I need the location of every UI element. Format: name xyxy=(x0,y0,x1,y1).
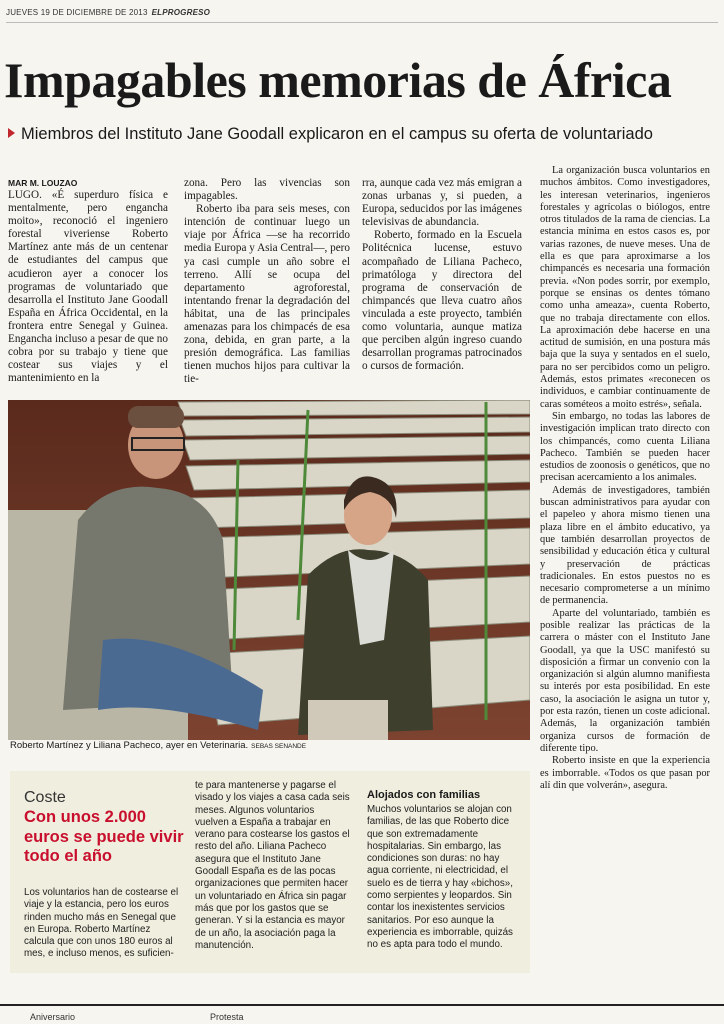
subheadline xyxy=(8,124,718,144)
paragraph: LUGO. «É superduro física e mentalmente, pero engancha moito», reconoció el ingeniero forestal viveriense Roberto Martínez ante más de un centenar de estudiantes del campus que acudieron ayer a conocer los programas de voluntariado que desarrolla el Instituto Jane Goodall España en África Occidental, en la frontera entre Senegal y Guinea. Engancha incluso a pesar de que no cobra por su trabajo y tiene que costear sus viajes y el mantenimiento en la xyxy=(8,189,168,385)
article-photo xyxy=(8,400,530,740)
footer-strip xyxy=(0,1012,724,1024)
paragraph: Roberto insiste en que la experiencia es imborrable. «Todos os que pasan por alí din que volverán», asegura. xyxy=(540,755,710,791)
paragraph: La organización busca voluntarios en muchos ámbitos. Como investigadores, les interesan veterinarios, ingenieros forestales y agrícolas o biólogos, entre otros titulados de la rama de ciencias. La estancia mínima en estos casos es, por varias razones, de nueve meses. Una de ella es que para aproximarse a los chimpancés es necesaria una formación previa. «Non podes sorrir, por exemplo, porque se ensinas os dentes tómano como unha ameaza», cuenta Roberto, que no trabaja directamente con ellos. La aproximación debe hacerse en una actitud de sumisión, en una postura más baja que la suya y sentados en el suelo, para no ser percibidos como un peligro. Además, estos primates «reconecen os individuos, e cambiar continuamente de caras sométeos a moito estrés», señala. xyxy=(540,165,710,410)
publication-name: ELPROGRESO xyxy=(151,8,211,17)
subheadline-text: Miembros del Instituto Jane Goodall explicaron en el campus su oferta de voluntariado xyxy=(21,125,653,143)
footer-rule xyxy=(0,1004,724,1006)
caption-text: Roberto Martínez y Liliana Pacheco, ayer en Veterinaria. xyxy=(10,740,249,751)
date-text: JUEVES 19 DE DICIEMBRE DE 2013 xyxy=(6,8,148,17)
paragraph: Roberto iba para seis meses, con intención de continuar luego un viaje por África —se ha recorrido media Europa y Asia Central—, pero ya casi cumple un año sobre el terreno. Allí se ocupa del departamento agroforestal, intentando frenar la degradación del hábitat, una de las principales amenazas para los chimpacés de esa zona, debida, en gran parte, a la presión demográfica. Las familias tienen muchos hijos para cultivar la tie- xyxy=(184,203,350,386)
article-column-2 xyxy=(184,177,350,387)
sidebar-alojados-text xyxy=(367,804,517,952)
article-column-4 xyxy=(540,165,710,792)
lecture-hall-photo xyxy=(8,400,530,740)
paragraph: zona. Pero las vivencias son impagables. xyxy=(184,177,350,203)
paragraph: Aparte del voluntariado, también es posible realizar las prácticas de la carrera o máster con el Instituto Jane Goodall, ya que la USC manifestó su disposición a firmar un convenio con la organización si algún alumno manifiesta su interés por esta posibilidad. En este caso, la asociación le asigna un tutor y, por esta razón, tienen un coste adicional. Además, la organización también organiza cursos de formación de diferente tipo. xyxy=(540,607,710,754)
paragraph: te para mantenerse y pagarse el visado y los viajes a casa cada seis meses. Algunos voluntarios vuelven a España a trabajar en verano para costearse los gastos el resto del año. Liliana Pacheco asegura que el Instituto Jane Goodall España es de las pocas organizaciones que permiten hacer un voluntariado en África sin pagar más que por los gastos que se generan. Y si la estancia es mayor de un año, la asociación paga la manutención. xyxy=(195,780,350,951)
sidebar-headline-alojados: Alojados con familias xyxy=(367,789,481,801)
article-column-3 xyxy=(362,177,522,373)
photo-caption xyxy=(10,740,530,753)
photo-credit: SEBAS SENANDE xyxy=(251,743,307,750)
sidebar-coste-text-2 xyxy=(195,780,350,952)
footer-item-middle: Protesta xyxy=(210,1012,244,1022)
paragraph: Sin embargo, no todas las labores de investigación implican trato directo con los chimpancés, como cuenta Liliana Pacheco. También se pueden hacer estudios de zoonosis o genéticos, que no precisan acercamiento a los animales. xyxy=(540,410,710,484)
headline: Impagables memorias de África xyxy=(4,52,672,108)
sidebar-headline: Con unos 2.000 euros se puede vivir todo el año xyxy=(24,808,184,865)
paragraph: Además de investigadores, también buscan administrativos para ayudar con el papeleo y ahora mismo tienen una plaza libre en el ámbito educativo, ya que también desarrollan proyectos de sensibilidad y educación ética y cultural y preservación de prácticas tradicionales. En estos puestos no es necesario comprometerse a un mínimo de permanencia. xyxy=(540,484,710,607)
paragraph: Roberto, formado en la Escuela Politécnica lucense, estuvo acompañado de Liliana Pacheco, primatóloga y directora del programa de conservación de chimpancés que lleva cuatro años vinculada a este proyecto, también como voluntaria, aunque matiza que perciben algún ingreso cuando desarrollan programas patrocinados o cursos de formación. xyxy=(362,229,522,373)
triangle-bullet-icon xyxy=(8,128,15,138)
dateline xyxy=(6,8,718,20)
sidebar-coste-text-1 xyxy=(24,887,180,961)
byline: MAR M. LOUZAO xyxy=(8,178,78,188)
footer-item-left: Aniversario xyxy=(30,1012,76,1022)
paragraph: Los voluntarios han de costearse el viaje y la estancia, pero los euros rinden mucho más en Senegal que en Europa. Roberto Martínez calcula que con unos 180 euros al mes, e incluso menos, es suficien- xyxy=(24,887,179,960)
paragraph: Muchos voluntarios se alojan con familias, de las que Roberto dice que son extremadamente hospitalarias. Sin embargo, las condiciones son duras: no hay agua corriente, ni electricidad, el suelo es de tierra y hay «bichos», como serpientes y leopardos. Sin contar los inexistentes servicios sanitarios. Por eso aunque la experiencia es imborrable, quizás no es apta para todo el mundo. xyxy=(367,804,513,951)
article-column-1 xyxy=(8,177,168,385)
paragraph: rra, aunque cada vez más emigran a zonas urbanas y, si pueden, a Europa, seducidos por las imágenes televisivas de abundancia. xyxy=(362,177,523,229)
header-rule xyxy=(6,22,718,23)
sidebar-label: Coste xyxy=(24,789,66,806)
